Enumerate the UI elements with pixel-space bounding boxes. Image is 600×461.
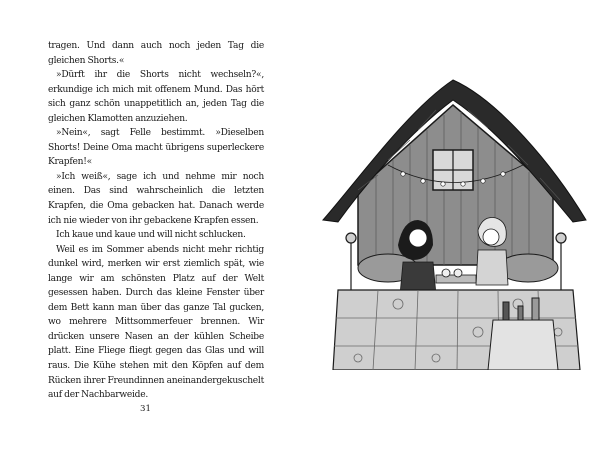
paragraph: Ich kaue und kaue und will nicht schlucken. [56, 230, 246, 241]
cabin-illustration [318, 70, 588, 370]
girl-light-hair [476, 218, 508, 286]
paragraph: tragen. Und dann auch noch jeden Tag die gleichen Shorts.« [48, 41, 264, 66]
paragraph: »Nein«, sagt Felle bestimmt. »Dieselben Shorts! Deine Oma macht übrigens superleckere Krapfen!« [48, 128, 264, 168]
paragraph: »Dürft ihr die Shorts nicht wechseln?«, erkundige ich mich mit offenem Mund. Das hört sich ganz schön unappetitlich an, jeden Tag die gleichen Klamotten anzuziehen. [48, 70, 264, 124]
paragraph: Weil es im Sommer abends nicht mehr richtig dunkel wird, merken wir erst ziemlich spät, wie lange wir am schönsten Platz auf der Welt gesessen haben. Durch das kleine Fenster über dem Bett kann man über das ganze Tal gucken, wo mehrere Mittsommerfeuer brennen. Wir drücken unsere Nasen an der kühlen Scheibe platt. Eine Fliege fliegt gegen das Glas und will raus. Die Kühe stehen mit den Köpfen auf dem Rücken ihrer Freundinnen aneinandergekuschelt auf der Nachbarweide. [48, 244, 264, 401]
text-column [48, 39, 264, 403]
cabin-window [433, 150, 473, 190]
tray-with-krapfen [436, 269, 476, 283]
page-number: 31 [140, 404, 151, 414]
paragraph: »Ich weiß«, sage ich und nehme mir noch einen. Das sind wahrscheinlich die letzten Krapfen, die Oma gebacken hat. Danach werde ich nie wieder von ihr gebackene Krapfen essen. [48, 171, 264, 226]
